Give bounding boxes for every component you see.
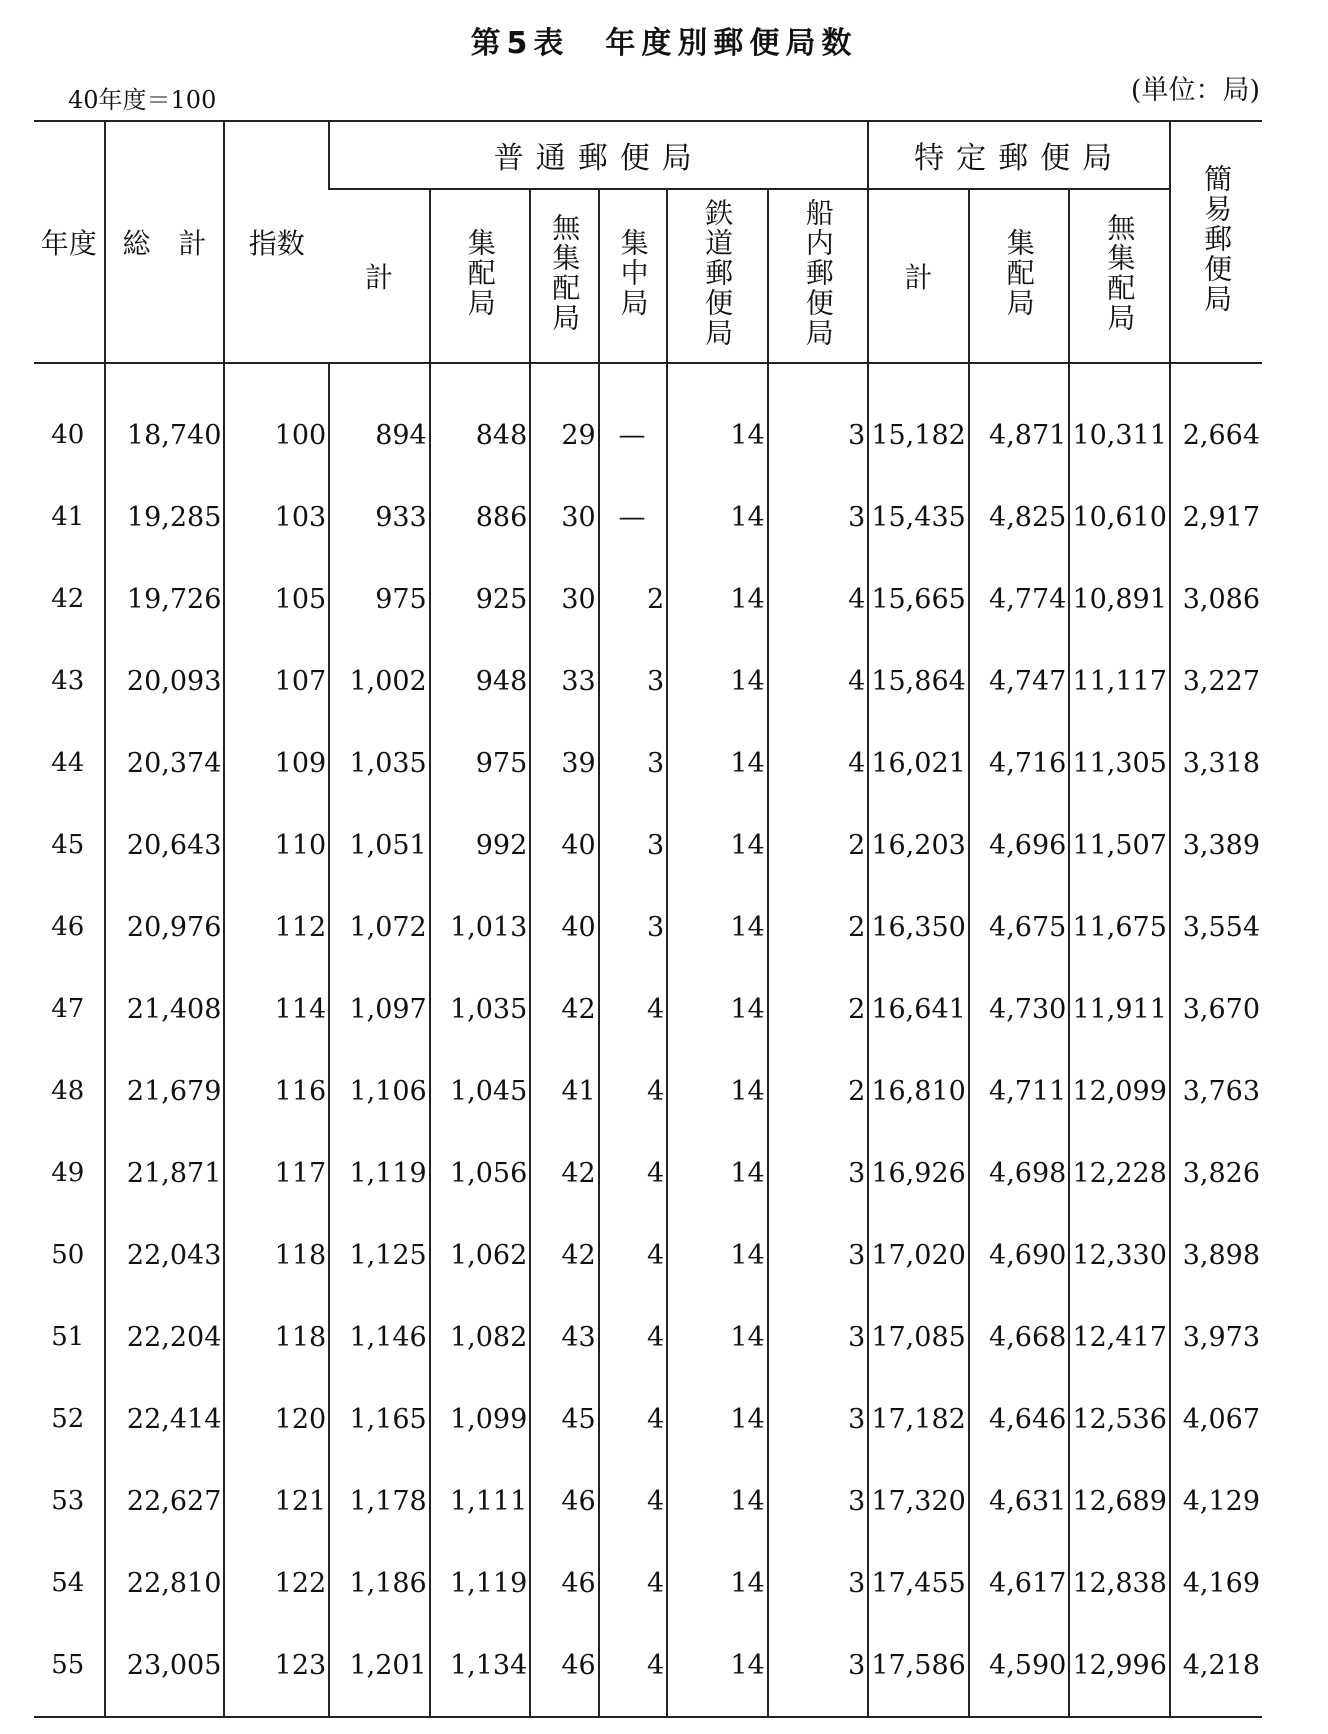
cell-special-nondelivery: 11,117: [1069, 640, 1170, 722]
cell-ordinary-nondelivery: 46: [530, 1542, 598, 1624]
cell-shipboard: 3: [768, 476, 869, 558]
cell-special-total: 15,435: [868, 476, 969, 558]
cell-ordinary-central: 4: [599, 1624, 667, 1717]
cell-special-total: 17,320: [868, 1460, 969, 1542]
cell-ordinary-total: 1,146: [329, 1296, 430, 1378]
cell-railway: 14: [667, 968, 768, 1050]
cell-special-nondelivery: 12,099: [1069, 1050, 1170, 1132]
cell-ordinary-central: 3: [599, 804, 667, 886]
cell-ordinary-nondelivery: 40: [530, 804, 598, 886]
cell-railway: 14: [667, 1214, 768, 1296]
cell-simple: 3,973: [1170, 1296, 1262, 1378]
cell-ordinary-total: 1,002: [329, 640, 430, 722]
cell-shipboard: 2: [768, 968, 869, 1050]
cell-special-delivery: 4,825: [969, 476, 1070, 558]
header-ordinary-central: 集中局: [599, 189, 667, 363]
cell-ordinary-total: 1,186: [329, 1542, 430, 1624]
cell-railway: 14: [667, 1296, 768, 1378]
cell-total: 23,005: [105, 1624, 225, 1717]
cell-special-nondelivery: 12,838: [1069, 1542, 1170, 1624]
header-special-group: 特定郵便局: [868, 121, 1170, 189]
cell-index: 117: [224, 1132, 329, 1214]
table-row: [34, 1378, 1262, 1460]
table-row: [34, 363, 1262, 476]
cell-special-total: 17,182: [868, 1378, 969, 1460]
cell-ordinary-total: 894: [329, 363, 430, 476]
cell-special-delivery: 4,631: [969, 1460, 1070, 1542]
cell-special-delivery: 4,716: [969, 722, 1070, 804]
cell-special-total: 16,021: [868, 722, 969, 804]
cell-total: 20,093: [105, 640, 225, 722]
cell-special-nondelivery: 11,305: [1069, 722, 1170, 804]
cell-index: 100: [224, 363, 329, 476]
cell-year: 51: [51, 1322, 85, 1352]
cell-index: 103: [224, 476, 329, 558]
cell-special-total: 16,810: [868, 1050, 969, 1132]
cell-ordinary-delivery: 1,134: [430, 1624, 531, 1717]
cell-index: 120: [224, 1378, 329, 1460]
index-base-note: 40年度＝100: [68, 86, 217, 114]
cell-ordinary-total: 1,035: [329, 722, 430, 804]
header-ordinary-delivery: 集配局: [430, 189, 531, 363]
cell-railway: 14: [667, 558, 768, 640]
cell-railway: 14: [667, 1542, 768, 1624]
cell-ordinary-total: 1,119: [329, 1132, 430, 1214]
cell-shipboard: 4: [768, 558, 869, 640]
cell-special-total: 17,455: [868, 1542, 969, 1624]
cell-special-total: 17,586: [868, 1624, 969, 1717]
cell-ordinary-total: 1,178: [329, 1460, 430, 1542]
cell-ordinary-central: 4: [599, 1296, 667, 1378]
cell-index: 110: [224, 804, 329, 886]
cell-special-nondelivery: 12,417: [1069, 1296, 1170, 1378]
cell-year: 42: [51, 584, 85, 614]
cell-shipboard: 3: [768, 1378, 869, 1460]
cell-railway: 14: [667, 476, 768, 558]
table-row: [34, 886, 1262, 968]
cell-shipboard: 3: [768, 363, 869, 476]
cell-special-total: 16,350: [868, 886, 969, 968]
cell-year: 52: [51, 1404, 85, 1434]
cell-simple: 2,917: [1170, 476, 1262, 558]
cell-special-nondelivery: 11,507: [1069, 804, 1170, 886]
cell-year: 47: [51, 994, 85, 1024]
cell-ordinary-delivery: 925: [430, 558, 531, 640]
table-row: [34, 1050, 1262, 1132]
cell-railway: 14: [667, 1132, 768, 1214]
cell-index: 118: [224, 1296, 329, 1378]
cell-simple: 3,318: [1170, 722, 1262, 804]
cell-total: 22,627: [105, 1460, 225, 1542]
cell-total: 19,285: [105, 476, 225, 558]
cell-ordinary-nondelivery: 33: [530, 640, 598, 722]
cell-ordinary-central: 4: [599, 1132, 667, 1214]
cell-total: 22,204: [105, 1296, 225, 1378]
cell-index: 112: [224, 886, 329, 968]
header-special-delivery: 集配局: [969, 189, 1070, 363]
cell-index: 116: [224, 1050, 329, 1132]
cell-ordinary-delivery: 886: [430, 476, 531, 558]
cell-special-delivery: 4,698: [969, 1132, 1070, 1214]
cell-ordinary-central: 4: [599, 1214, 667, 1296]
cell-ordinary-delivery: 1,099: [430, 1378, 531, 1460]
cell-ordinary-delivery: 1,013: [430, 886, 531, 968]
cell-simple: 4,218: [1170, 1624, 1262, 1717]
cell-year: 55: [34, 1624, 105, 1717]
cell-simple: 3,086: [1170, 558, 1262, 640]
table-row: [34, 1214, 1262, 1296]
cell-ordinary-nondelivery: 41: [530, 1050, 598, 1132]
cell-shipboard: 3: [768, 1214, 869, 1296]
table-row: [34, 804, 1262, 886]
cell-total: 22,810: [105, 1542, 225, 1624]
cell-ordinary-delivery: 848: [430, 363, 531, 476]
cell-special-delivery: 4,730: [969, 968, 1070, 1050]
cell-year: 53: [51, 1486, 85, 1516]
table-title: 第5表 年度別郵便局数: [470, 26, 858, 61]
cell-railway: 14: [667, 1378, 768, 1460]
cell-special-total: 16,203: [868, 804, 969, 886]
cell-special-total: 15,864: [868, 640, 969, 722]
cell-ordinary-total: 1,097: [329, 968, 430, 1050]
cell-railway: 14: [667, 640, 768, 722]
cell-total: 20,976: [105, 886, 225, 968]
header-special-total: 計: [868, 189, 969, 363]
cell-simple: 3,389: [1170, 804, 1262, 886]
cell-simple: 3,670: [1170, 968, 1262, 1050]
cell-special-total: 16,926: [868, 1132, 969, 1214]
cell-special-nondelivery: 12,689: [1069, 1460, 1170, 1542]
cell-year: 50: [51, 1240, 85, 1270]
cell-railway: 14: [667, 886, 768, 968]
cell-ordinary-nondelivery: 42: [530, 1214, 598, 1296]
cell-shipboard: 4: [768, 722, 869, 804]
table-row: [34, 1460, 1262, 1542]
cell-special-delivery: 4,646: [969, 1378, 1070, 1460]
cell-shipboard: 3: [768, 1132, 869, 1214]
cell-total: 21,408: [105, 968, 225, 1050]
cell-year: 46: [51, 912, 85, 942]
cell-special-delivery: 4,747: [969, 640, 1070, 722]
cell-shipboard: 3: [768, 1542, 869, 1624]
cell-ordinary-central: 3: [599, 722, 667, 804]
cell-shipboard: 2: [768, 886, 869, 968]
cell-shipboard: 3: [768, 1460, 869, 1542]
table-row: [34, 558, 1262, 640]
cell-ordinary-nondelivery: 42: [530, 1132, 598, 1214]
cell-ordinary-delivery: 1,056: [430, 1132, 531, 1214]
cell-index: 109: [224, 722, 329, 804]
header-index: 指数: [224, 121, 329, 363]
cell-special-nondelivery: 12,536: [1069, 1378, 1170, 1460]
cell-special-total: 17,020: [868, 1214, 969, 1296]
cell-ordinary-central: 3: [599, 640, 667, 722]
cell-ordinary-nondelivery: 45: [530, 1378, 598, 1460]
cell-index: 114: [224, 968, 329, 1050]
cell-ordinary-nondelivery: 30: [530, 476, 598, 558]
cell-ordinary-delivery: 1,062: [430, 1214, 531, 1296]
cell-ordinary-total: 1,201: [329, 1624, 430, 1717]
cell-special-total: 15,665: [868, 558, 969, 640]
cell-railway: 14: [667, 722, 768, 804]
cell-index: 105: [224, 558, 329, 640]
cell-simple: 4,067: [1170, 1378, 1262, 1460]
cell-simple: 3,227: [1170, 640, 1262, 722]
cell-total: 21,871: [105, 1132, 225, 1214]
cell-special-delivery: 4,617: [969, 1542, 1070, 1624]
header-special-nondelivery: 無集配局: [1069, 189, 1170, 363]
cell-ordinary-central: 4: [599, 1378, 667, 1460]
cell-index: 123: [224, 1624, 329, 1717]
cell-special-nondelivery: 12,228: [1069, 1132, 1170, 1214]
cell-ordinary-delivery: 1,035: [430, 968, 531, 1050]
cell-special-nondelivery: 12,996: [1069, 1624, 1170, 1717]
cell-total: 21,679: [105, 1050, 225, 1132]
cell-railway: 14: [667, 804, 768, 886]
cell-ordinary-nondelivery: 46: [530, 1624, 598, 1717]
table-row: [34, 1542, 1262, 1624]
cell-special-total: 16,641: [868, 968, 969, 1050]
cell-special-delivery: 4,668: [969, 1296, 1070, 1378]
cell-ordinary-central: —: [599, 476, 667, 558]
cell-ordinary-nondelivery: 46: [530, 1460, 598, 1542]
cell-ordinary-delivery: 1,045: [430, 1050, 531, 1132]
cell-ordinary-total: 1,165: [329, 1378, 430, 1460]
cell-ordinary-delivery: 1,111: [430, 1460, 531, 1542]
cell-ordinary-central: 2: [599, 558, 667, 640]
cell-total: 20,374: [105, 722, 225, 804]
table-row: [34, 1296, 1262, 1378]
header-simple: 簡易郵便局: [1170, 121, 1262, 363]
cell-ordinary-central: 4: [599, 968, 667, 1050]
cell-ordinary-central: 4: [599, 1050, 667, 1132]
cell-simple: 3,763: [1170, 1050, 1262, 1132]
header-ordinary-total: 計: [364, 261, 393, 294]
header-ordinary-group: 普通郵便局: [329, 121, 868, 189]
cell-total: 18,740: [105, 363, 225, 476]
cell-year: 45: [51, 830, 85, 860]
cell-special-delivery: 4,696: [969, 804, 1070, 886]
cell-ordinary-nondelivery: 30: [530, 558, 598, 640]
cell-special-nondelivery: 10,891: [1069, 558, 1170, 640]
cell-index: 107: [224, 640, 329, 722]
cell-special-delivery: 4,711: [969, 1050, 1070, 1132]
header-total: 総 計: [105, 121, 225, 363]
cell-simple: 3,554: [1170, 886, 1262, 968]
cell-simple: 3,898: [1170, 1214, 1262, 1296]
cell-simple: 3,826: [1170, 1132, 1262, 1214]
cell-ordinary-nondelivery: 42: [530, 968, 598, 1050]
table-row: [34, 722, 1262, 804]
cell-ordinary-total: 1,125: [329, 1214, 430, 1296]
cell-special-total: 17,085: [868, 1296, 969, 1378]
cell-shipboard: 4: [768, 640, 869, 722]
cell-simple: 2,664: [1170, 363, 1262, 476]
header-ordinary-nondelivery: 無集配局: [530, 189, 598, 363]
cell-simple: 4,169: [1170, 1542, 1262, 1624]
cell-ordinary-central: 3: [599, 886, 667, 968]
cell-special-delivery: 4,774: [969, 558, 1070, 640]
cell-simple: 4,129: [1170, 1460, 1262, 1542]
cell-railway: 14: [667, 1050, 768, 1132]
cell-ordinary-total: 933: [329, 476, 430, 558]
cell-special-delivery: 4,590: [969, 1624, 1070, 1717]
cell-ordinary-central: 4: [599, 1460, 667, 1542]
cell-shipboard: 3: [768, 1624, 869, 1717]
cell-ordinary-delivery: 992: [430, 804, 531, 886]
cell-ordinary-delivery: 975: [430, 722, 531, 804]
cell-ordinary-delivery: 1,082: [430, 1296, 531, 1378]
cell-year: 44: [51, 748, 85, 778]
cell-shipboard: 2: [768, 804, 869, 886]
cell-special-delivery: 4,871: [969, 363, 1070, 476]
cell-ordinary-nondelivery: 29: [530, 363, 598, 476]
table-row: [34, 1624, 1262, 1717]
cell-ordinary-total: 1,051: [329, 804, 430, 886]
cell-special-nondelivery: 10,311: [1069, 363, 1170, 476]
cell-special-nondelivery: 11,911: [1069, 968, 1170, 1050]
cell-year: 40: [34, 363, 105, 476]
cell-ordinary-nondelivery: 39: [530, 722, 598, 804]
cell-total: 20,643: [105, 804, 225, 886]
table-row: [34, 968, 1262, 1050]
table-row: [34, 1132, 1262, 1214]
cell-ordinary-central: —: [599, 363, 667, 476]
cell-ordinary-central: 4: [599, 1542, 667, 1624]
cell-year: 41: [51, 502, 85, 532]
cell-year: 48: [51, 1076, 85, 1106]
table-row: [34, 476, 1262, 558]
cell-shipboard: 2: [768, 1050, 869, 1132]
cell-railway: 14: [667, 363, 768, 476]
cell-year: 49: [51, 1158, 85, 1188]
header-railway: 鉄道郵便局: [667, 189, 768, 363]
cell-year: 54: [51, 1568, 85, 1598]
header-shipboard: 船内郵便局: [768, 189, 869, 363]
cell-total: 22,414: [105, 1378, 225, 1460]
cell-special-delivery: 4,675: [969, 886, 1070, 968]
cell-railway: 14: [667, 1624, 768, 1717]
unit-note: (単位：局): [1130, 75, 1260, 106]
cell-shipboard: 3: [768, 1296, 869, 1378]
cell-year: 43: [51, 666, 85, 696]
header-year: 年度: [34, 121, 105, 363]
cell-special-delivery: 4,690: [969, 1214, 1070, 1296]
cell-ordinary-nondelivery: 43: [530, 1296, 598, 1378]
cell-special-nondelivery: 10,610: [1069, 476, 1170, 558]
cell-special-nondelivery: 12,330: [1069, 1214, 1170, 1296]
cell-ordinary-total: 1,072: [329, 886, 430, 968]
post-office-table: [34, 120, 1262, 1718]
cell-ordinary-delivery: 1,119: [430, 1542, 531, 1624]
cell-index: 121: [224, 1460, 329, 1542]
cell-total: 22,043: [105, 1214, 225, 1296]
cell-ordinary-delivery: 948: [430, 640, 531, 722]
cell-special-nondelivery: 11,675: [1069, 886, 1170, 968]
cell-ordinary-nondelivery: 40: [530, 886, 598, 968]
cell-special-total: 15,182: [868, 363, 969, 476]
table-row: [34, 640, 1262, 722]
cell-total: 19,726: [105, 558, 225, 640]
cell-ordinary-total: 975: [329, 558, 430, 640]
cell-railway: 14: [667, 1460, 768, 1542]
cell-ordinary-total: 1,106: [329, 1050, 430, 1132]
cell-index: 122: [224, 1542, 329, 1624]
cell-index: 118: [224, 1214, 329, 1296]
